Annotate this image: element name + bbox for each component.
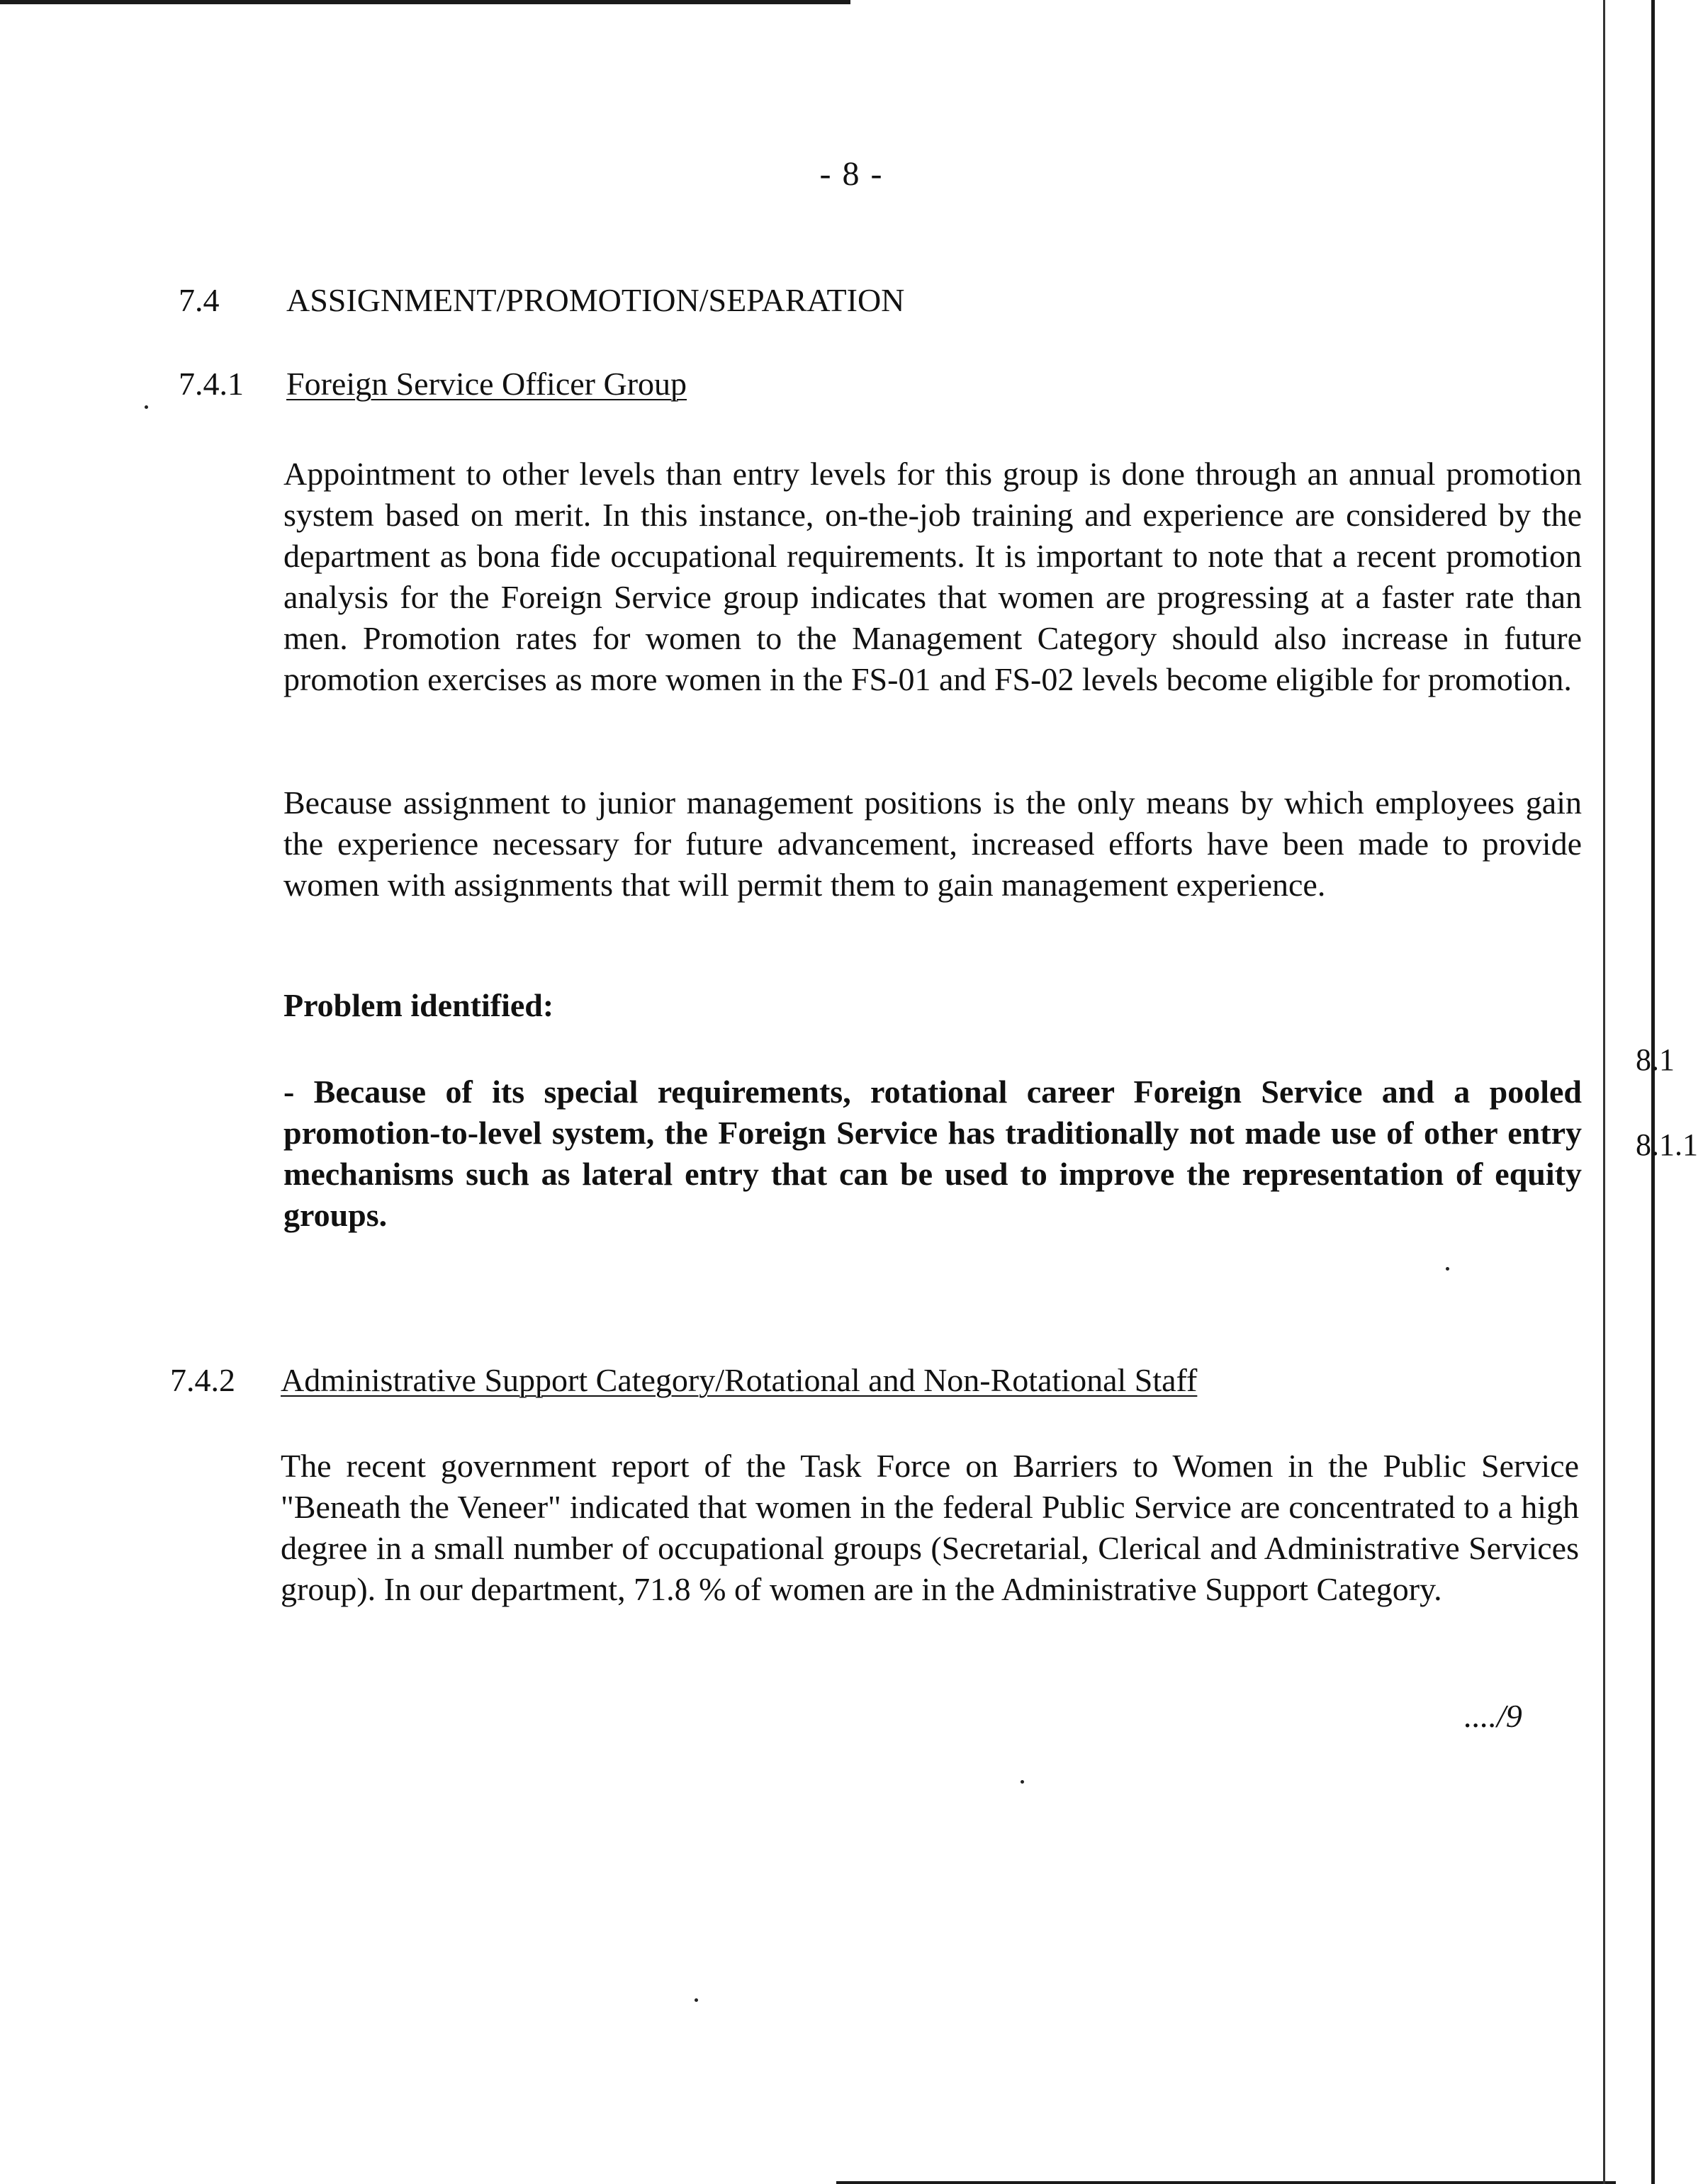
section-number: 7.4.1 <box>179 366 244 402</box>
problem-heading: Problem identified: <box>283 987 554 1023</box>
paragraph: The recent government report of the Task Force on Barriers to Women in the Public Service "Beneath the Veneer" indicated that women in the federal Public Service are concentrated to a high degree in a small number of occupational groups (Secretarial, Clerical and Administrative Services group). In our department, 71.8 % of women are in the Administrative Support Category. <box>281 1448 1579 1607</box>
scan-speck <box>145 405 148 409</box>
section-title: ASSIGNMENT/PROMOTION/SEPARATION <box>286 282 905 318</box>
scan-speck <box>695 1998 698 2002</box>
scan-edge-bottom <box>836 2181 1616 2184</box>
section-title: Foreign Service Officer Group <box>286 366 687 402</box>
section-title: Administrative Support Category/Rotational and Non-Rotational Staff <box>281 1362 1198 1398</box>
page-number: - 8 - <box>819 155 884 193</box>
scan-speck <box>1021 1780 1024 1784</box>
scan-speck <box>1446 1267 1449 1271</box>
margin-note-8-1: 8.1 <box>1636 1042 1675 1077</box>
margin-rule-inner <box>1603 0 1605 2184</box>
scan-edge-top <box>0 0 850 4</box>
continuation-marker: ..../9 <box>1464 1698 1522 1734</box>
section-number: 7.4.2 <box>170 1362 235 1398</box>
paragraph: Appointment to other levels than entry levels for this group is done through an annual promotion system based on merit. In this instance, on-the-job training and experience are considered by the department as bona fide occupational requirements. It is important to note that a recent promotion analysis for the Foreign Service group indicates that women are progressing at a faster rate than men. Promotion rates for women to the Management Category should also increase in future promotion exercises as more women in the FS-01 and FS-02 levels become eligible for promotion. <box>283 456 1582 697</box>
margin-rule-outer <box>1651 0 1655 2184</box>
problem-text: - Because of its special requirements, rotational career Foreign Service and a pooled promotion-to-level system, the Foreign Service has traditionally not made use of other entry mechanisms such as lateral entry that can be used to improve the representation of equity groups. <box>283 1074 1582 1233</box>
paragraph: Because assignment to junior management positions is the only means by which employees gain the experience necessary for future advancement, increased efforts have been made to provide women with assignments that will permit them to gain management experience. <box>283 784 1582 903</box>
margin-note-8-1-1: 8.1.1 <box>1636 1127 1698 1162</box>
section-number: 7.4 <box>179 282 220 318</box>
